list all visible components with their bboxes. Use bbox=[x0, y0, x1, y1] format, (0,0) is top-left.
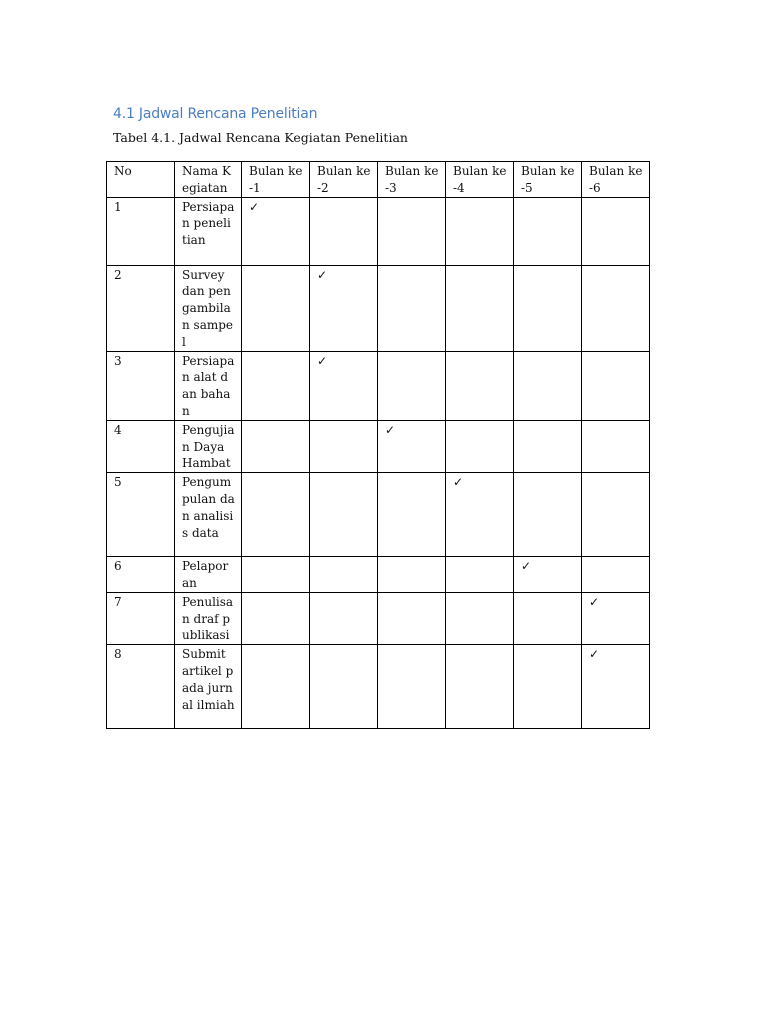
month-cell-3 bbox=[378, 351, 446, 420]
month-cell-1 bbox=[242, 557, 310, 593]
table-caption: Tabel 4.1. Jadwal Rencana Kegiatan Penelitian bbox=[113, 130, 408, 145]
table-row bbox=[107, 265, 650, 351]
month-cell-5 bbox=[514, 265, 582, 351]
month-cell-5 bbox=[514, 473, 582, 557]
activity-name: Persiapan penelitian bbox=[175, 197, 242, 265]
activity-name: Pengujian Daya Hambat bbox=[175, 420, 242, 472]
section-heading: 4.1 Jadwal Rencana Penelitian bbox=[113, 106, 318, 122]
row-number: 4 bbox=[107, 420, 175, 472]
month-cell-6: ✓ bbox=[582, 645, 650, 729]
table-row bbox=[107, 645, 650, 729]
month-cell-1 bbox=[242, 473, 310, 557]
month-cell-2 bbox=[310, 592, 378, 644]
header-month-1: Bulan ke-1 bbox=[242, 162, 310, 198]
table-row bbox=[107, 351, 650, 420]
month-cell-6: ✓ bbox=[582, 592, 650, 644]
month-cell-3 bbox=[378, 645, 446, 729]
row-number: 6 bbox=[107, 557, 175, 593]
month-cell-2: ✓ bbox=[310, 265, 378, 351]
month-cell-6 bbox=[582, 473, 650, 557]
month-cell-6 bbox=[582, 351, 650, 420]
month-cell-1 bbox=[242, 420, 310, 472]
month-cell-1 bbox=[242, 592, 310, 644]
table-row bbox=[107, 197, 650, 265]
header-month-5: Bulan ke-5 bbox=[514, 162, 582, 198]
month-cell-1 bbox=[242, 265, 310, 351]
month-cell-4 bbox=[446, 351, 514, 420]
row-number: 8 bbox=[107, 645, 175, 729]
month-cell-2 bbox=[310, 645, 378, 729]
header-month-2: Bulan ke-2 bbox=[310, 162, 378, 198]
month-cell-6 bbox=[582, 557, 650, 593]
month-cell-5 bbox=[514, 420, 582, 472]
table-header-row bbox=[107, 162, 650, 198]
month-cell-3 bbox=[378, 557, 446, 593]
month-cell-2 bbox=[310, 197, 378, 265]
month-cell-1 bbox=[242, 645, 310, 729]
month-cell-5 bbox=[514, 645, 582, 729]
month-cell-1 bbox=[242, 351, 310, 420]
month-cell-3: ✓ bbox=[378, 420, 446, 472]
month-cell-3 bbox=[378, 473, 446, 557]
month-cell-1: ✓ bbox=[242, 197, 310, 265]
header-month-3: Bulan ke-3 bbox=[378, 162, 446, 198]
month-cell-5 bbox=[514, 197, 582, 265]
month-cell-5 bbox=[514, 351, 582, 420]
month-cell-6 bbox=[582, 420, 650, 472]
schedule-table bbox=[106, 161, 650, 729]
month-cell-2 bbox=[310, 557, 378, 593]
month-cell-2 bbox=[310, 473, 378, 557]
month-cell-4 bbox=[446, 645, 514, 729]
row-number: 2 bbox=[107, 265, 175, 351]
row-number: 7 bbox=[107, 592, 175, 644]
table-row bbox=[107, 592, 650, 644]
activity-name: Persiapan alat dan bahan bbox=[175, 351, 242, 420]
month-cell-6 bbox=[582, 265, 650, 351]
row-number: 3 bbox=[107, 351, 175, 420]
activity-name: Pengumpulan dan analisis data bbox=[175, 473, 242, 557]
month-cell-2: ✓ bbox=[310, 351, 378, 420]
activity-name: Survey dan pengambilan sampel bbox=[175, 265, 242, 351]
header-month-6: Bulan ke-6 bbox=[582, 162, 650, 198]
activity-name: Submit artikel pada jurnal ilmiah bbox=[175, 645, 242, 729]
month-cell-4 bbox=[446, 420, 514, 472]
activity-name: Pelaporan bbox=[175, 557, 242, 593]
header-month-4: Bulan ke-4 bbox=[446, 162, 514, 198]
activity-name: Penulisan draf publikasi bbox=[175, 592, 242, 644]
month-cell-4 bbox=[446, 265, 514, 351]
header-activity: Nama Kegiatan bbox=[175, 162, 242, 198]
table-row bbox=[107, 473, 650, 557]
row-number: 5 bbox=[107, 473, 175, 557]
month-cell-3 bbox=[378, 592, 446, 644]
month-cell-3 bbox=[378, 265, 446, 351]
table-row bbox=[107, 420, 650, 472]
month-cell-6 bbox=[582, 197, 650, 265]
row-number: 1 bbox=[107, 197, 175, 265]
month-cell-2 bbox=[310, 420, 378, 472]
month-cell-4 bbox=[446, 557, 514, 593]
month-cell-4: ✓ bbox=[446, 473, 514, 557]
month-cell-4 bbox=[446, 592, 514, 644]
month-cell-5 bbox=[514, 592, 582, 644]
table-row bbox=[107, 557, 650, 593]
header-no: No bbox=[107, 162, 175, 198]
month-cell-4 bbox=[446, 197, 514, 265]
month-cell-3 bbox=[378, 197, 446, 265]
month-cell-5: ✓ bbox=[514, 557, 582, 593]
